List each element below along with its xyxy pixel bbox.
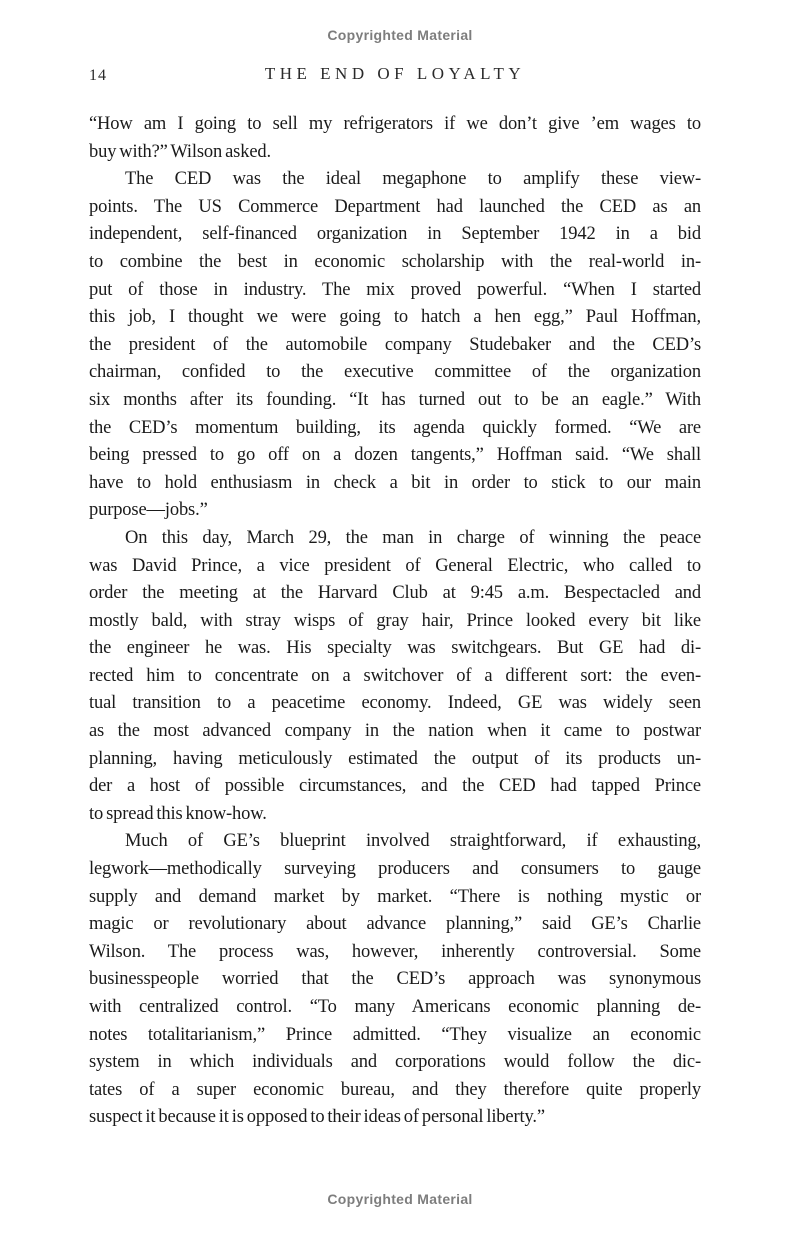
text-line: order the meeting at the Harvard Club at 9:45 a.m. Bespectacled and bbox=[89, 583, 701, 604]
text-line: Much of GE’s blueprint involved straightforward, if exhausting, bbox=[125, 831, 701, 852]
text-line: purpose—jobs.” bbox=[89, 500, 208, 521]
text-line: to spread this know-how. bbox=[89, 803, 267, 824]
text-line: Wilson. The process was, however, inherently controversial. Some bbox=[89, 941, 701, 962]
page-number: 14 bbox=[89, 67, 107, 84]
text-line: mostly bald, with stray wisps of gray hair, Prince looked every bit like bbox=[89, 610, 701, 631]
page-body bbox=[89, 111, 701, 1132]
text-line: system in which individuals and corporations would follow the dic- bbox=[89, 1052, 701, 1073]
text-line: to combine the best in economic scholarship with the real-world in- bbox=[89, 251, 701, 272]
text-line: six months after its founding. “It has turned out to be an eagle.” With bbox=[89, 389, 701, 410]
text-line: tates of a super economic bureau, and they therefore quite properly bbox=[89, 1079, 701, 1100]
text-line: planning, having meticulously estimated the output of its products un- bbox=[89, 748, 701, 769]
text-line: suspect it because it is opposed to their ideas of personal liberty.” bbox=[89, 1107, 545, 1128]
copyright-notice-top: Copyrighted Material bbox=[327, 27, 473, 43]
copyright-notice-bottom: Copyrighted Material bbox=[327, 1191, 473, 1207]
text-line: chairman, confided to the executive committee of the organization bbox=[89, 362, 701, 383]
text-line: have to hold enthusiasm in check a bit in order to stick to our main bbox=[89, 472, 701, 493]
text-line: the CED’s momentum building, its agenda quickly formed. “We are bbox=[89, 417, 701, 438]
text-line: “How am I going to sell my refrigerators if we don’t give ’em wages to bbox=[89, 114, 701, 134]
text-line: der a host of possible circumstances, and the CED had tapped Prince bbox=[89, 776, 701, 797]
text-line: being pressed to go off on a dozen tangents,” Hoffman said. “We shall bbox=[89, 445, 701, 466]
text-line: On this day, March 29, the man in charge of winning the peace bbox=[125, 527, 701, 548]
text-line: was David Prince, a vice president of General Electric, who called to bbox=[89, 555, 701, 576]
text-line: supply and demand market by market. “There is nothing mystic or bbox=[89, 886, 701, 907]
text-line: the president of the automobile company Studebaker and the CED’s bbox=[89, 334, 701, 355]
page-header bbox=[89, 64, 701, 84]
text-line: businesspeople worried that the CED’s approach was synonymous bbox=[89, 969, 701, 990]
text-line: as the most advanced company in the nation when it came to postwar bbox=[89, 721, 701, 742]
text-line: notes totalitarianism,” Prince admitted. “They visualize an economic bbox=[89, 1024, 701, 1045]
text-line: the engineer he was. His specialty was switchgears. But GE had di- bbox=[89, 638, 701, 659]
text-line: put of those in industry. The mix proved powerful. “When I started bbox=[89, 279, 701, 300]
text-line: this job, I thought we were going to hatch a hen egg,” Paul Hoffman, bbox=[89, 307, 701, 328]
text-line: independent, self-financed organization in September 1942 in a bid bbox=[89, 224, 701, 245]
running-head: THE END OF LOYALTY bbox=[264, 64, 526, 83]
text-line: magic or revolutionary about advance planning,” said GE’s Charlie bbox=[89, 914, 701, 935]
text-line: with centralized control. “To many Americans economic planning de- bbox=[89, 997, 701, 1017]
text-line: points. The US Commerce Department had launched the CED as an bbox=[89, 196, 701, 217]
text-line: buy with?” Wilson asked. bbox=[89, 141, 271, 162]
text-line: legwork—methodically surveying producers and consumers to gauge bbox=[89, 859, 701, 880]
text-line: tual transition to a peacetime economy. Indeed, GE was widely seen bbox=[89, 693, 701, 714]
text-line: rected him to concentrate on a switchover of a different sort: the even- bbox=[89, 665, 701, 686]
text-line: The CED was the ideal megaphone to amplify these view- bbox=[125, 169, 701, 190]
